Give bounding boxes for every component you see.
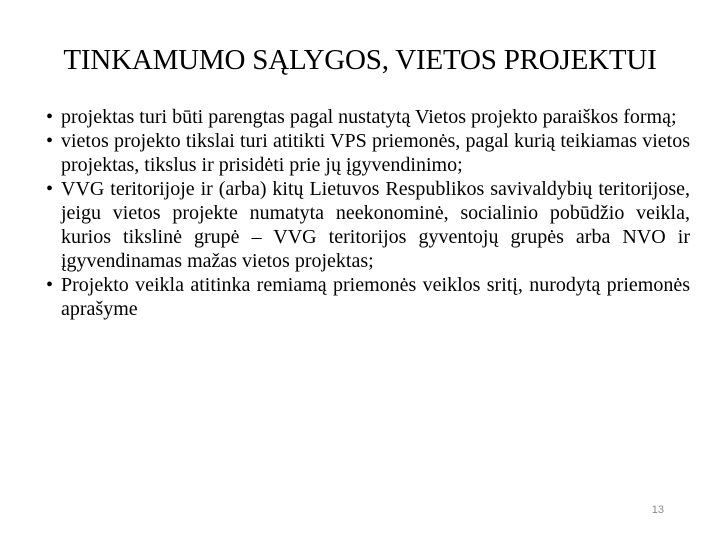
slide-title: TINKAMUMO SĄLYGOS, VIETOS PROJEKTUI: [63, 44, 657, 76]
bullet-list: [48, 105, 690, 321]
page-number: 13: [651, 504, 664, 516]
bullet-text: vietos projekto tikslai turi atitikti VPS priemonės, pagal kurią teikiamas vietos projektas, tikslus ir prisidėti prie jų įgyvendinimo;: [61, 130, 690, 176]
bullet-text: VVG teritorijoje ir (arba) kitų Lietuvos Respublikos savivaldybių teritorijose, jeigu vietos projekte numatyta neekonominė, socialinio pobūdžio veikla, kurios tikslinė grupė – VVG teritorijos gyventojų grupės arba NVO ir įgyvendinamas mažas vietos projektas;: [61, 178, 690, 272]
bullet-item: [48, 177, 690, 273]
bullet-icon: •: [46, 130, 54, 152]
bullet-icon: •: [46, 106, 54, 128]
bullet-icon: •: [46, 178, 54, 200]
bullet-item: [48, 129, 690, 177]
bullet-item: [48, 105, 690, 129]
bullet-text: projektas turi būti parengtas pagal nustatytą Vietos projekto paraiškos formą;: [61, 106, 677, 128]
bullet-icon: •: [46, 274, 54, 296]
bullet-text: Projekto veikla atitinka remiamą priemonės veiklos sritį, nurodytą priemonės aprašyme: [61, 274, 690, 320]
bullet-item: [48, 273, 690, 321]
